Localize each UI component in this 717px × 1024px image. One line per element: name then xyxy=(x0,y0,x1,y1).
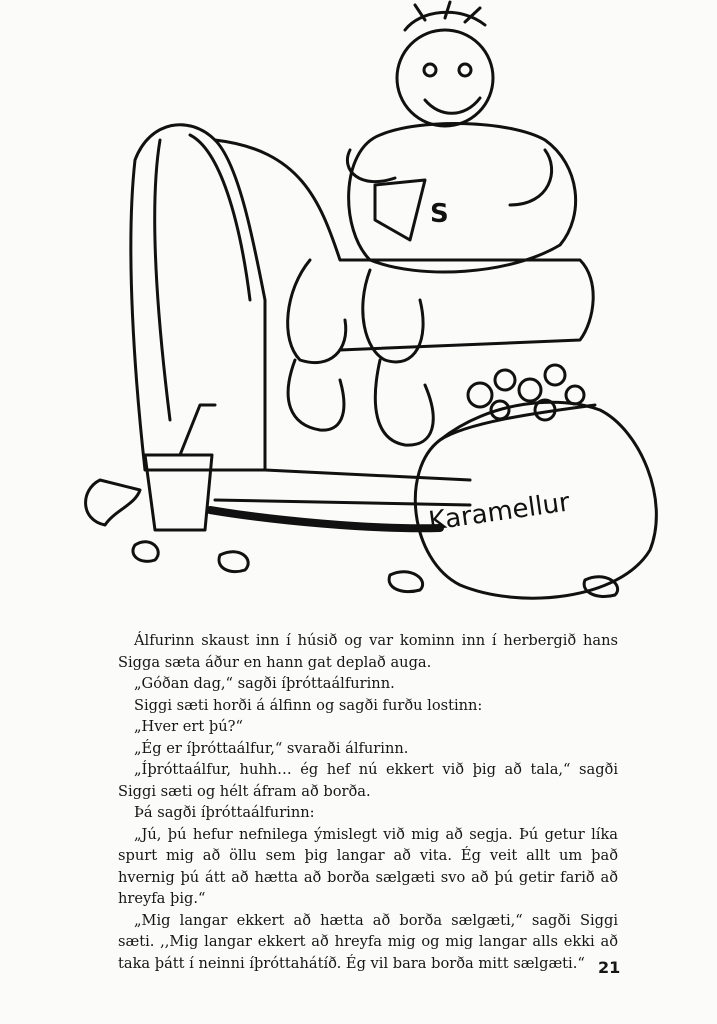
story-paragraph: Siggi sæti horði á álfinn og sagði furðu lostinn: xyxy=(134,696,483,714)
story-paragraph: „Ég er íþróttaálfur,“ svaraði álfurinn. xyxy=(134,739,409,757)
story-text xyxy=(118,630,618,974)
shirt-letter: S xyxy=(430,199,449,229)
story-paragraph: „Íþróttaálfur, huhh… ég hef nú ekkert við þig að tala,“ sagði Siggi sæti og hélt áfram að borða. xyxy=(118,761,618,800)
page-number: 21 xyxy=(598,958,621,977)
illustration-boy-with-candy xyxy=(40,0,680,615)
story-paragraph: Þá sagði íþróttaálfurinn: xyxy=(134,804,315,821)
story-paragraph: Álfurinn skaust inn í húsið og var kominn inn í herbergið hans Sigga sæta áður en hann gat deplað auga. xyxy=(118,632,618,671)
story-paragraph: „Mig langar ekkert að hætta að borða sælgæti,“ sagði Siggi sæti. ,,Mig langar ekkert að hreyfa mig og mig langar alls ekki að taka þátt í neinni íþróttahátíð. Ég vil bara borða mitt sælgæti.“ xyxy=(118,911,618,972)
story-paragraph: „Góðan dag,“ sagði íþróttaálfurinn. xyxy=(134,675,395,692)
illustration-drawing xyxy=(40,0,680,615)
story-paragraph: „Hver ert þú?“ xyxy=(134,718,243,735)
sack-label: Karamellur xyxy=(426,487,572,537)
story-paragraph: „Jú, þú hefur nefnilega ýmislegt við mig að segja. Þú getur líka spurt mig að öllu sem þig langar að vita. Ég veit allt um það hvernig þú átt að hætta að borða sælgæti svo að þú getir farið að hreyfa þig.“ xyxy=(118,825,618,907)
